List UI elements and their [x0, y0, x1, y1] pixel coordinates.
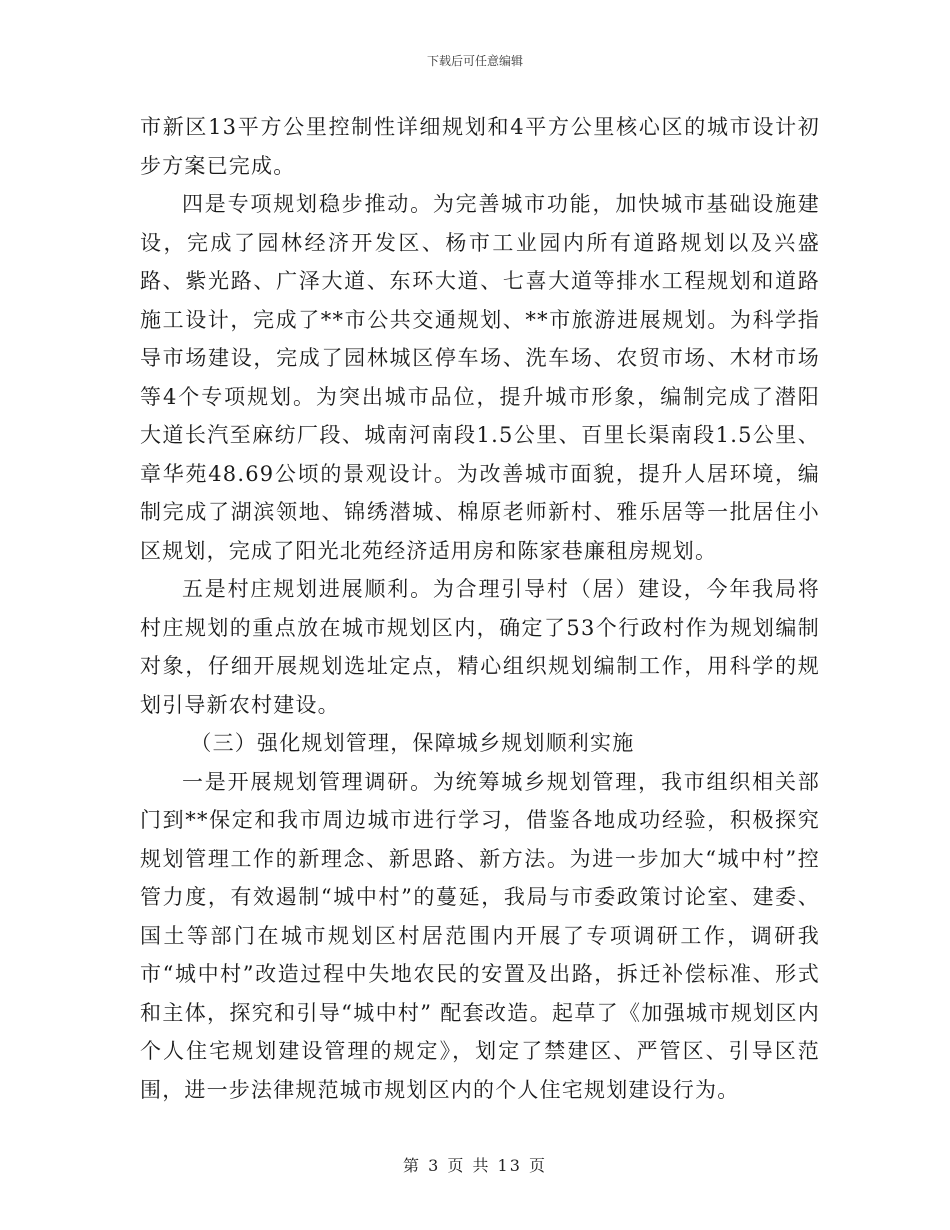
paragraph-special-planning: 四是专项规划稳步推动。为完善城市功能，加快城市基础设施建设，完成了园林经济开发区、杨市工业园内所有道路规划以及兴盛路、紫光路、广泽大道、东环大道、七喜大道等排水工程规划和道路施工设计，完成了**市公共交通规划、**市旅游进展规划。为科学指导市场建设，完成了园林城区停车场、洗车场、农贸市场、木材市场等4个专项规划。为突出城市品位，提升城市形象，编制完成了潜阳大道长汽至麻纺厂段、城南河南段1.5公里、百里长渠南段1.5公里、章华苑48.69公顷的景观设计。为改善城市面貌，提升人居环境，编制完成了湖滨领地、锦绣潜城、棉原老师新村、雅乐居等一批居住小区规划，完成了阳光北苑经济适用房和陈家巷廉租房规划。: [140, 192, 820, 563]
page-number: 第 3 页 共 13 页: [403, 1156, 547, 1175]
paragraph-management-research: 一是开展规划管理调研。为统筹城乡规划管理，我市组织相关部门到**保定和我市周边城市进行学习，借鉴各地成功经验，积极探究规划管理工作的新理念、新思路、新方法。为进一步加大“城中村”控管力度，有效遏制“城中村”的蔓延，我局与市委政策讨论室、建委、国土等部门在城市规划区村居范围内开展了专项调研工作，调研我市“城中村”改造过程中失地农民的安置及出路，拆迁补偿标准、形式和主体，探究和引导“城中村” 配套改造。起草了《加强城市规划区内个人住宅规划建设管理的规定》，划定了禁建区、严管区、引导区范围，进一步法律规范城市规划区内的个人住宅规划建设行为。: [140, 769, 820, 1102]
section-heading: （三）强化规划管理，保障城乡规划顺利实施: [190, 731, 635, 755]
paragraph-village-planning: 五是村庄规划进展顺利。为合理引导村（居）建设，今年我局将村庄规划的重点放在城市规划区内，确定了53个行政村作为规划编制对象，仔细开展规划选址定点，精心组织规划编制工作，用科学的规划引导新农村建设。: [140, 577, 820, 717]
page-header-note: 下载后可任意编辑: [426, 54, 523, 68]
paragraph-continuation: 市新区13平方公里控制性详细规划和4平方公里核心区的城市设计初步方案已完成。: [140, 115, 820, 178]
document-body: [140, 108, 820, 1109]
